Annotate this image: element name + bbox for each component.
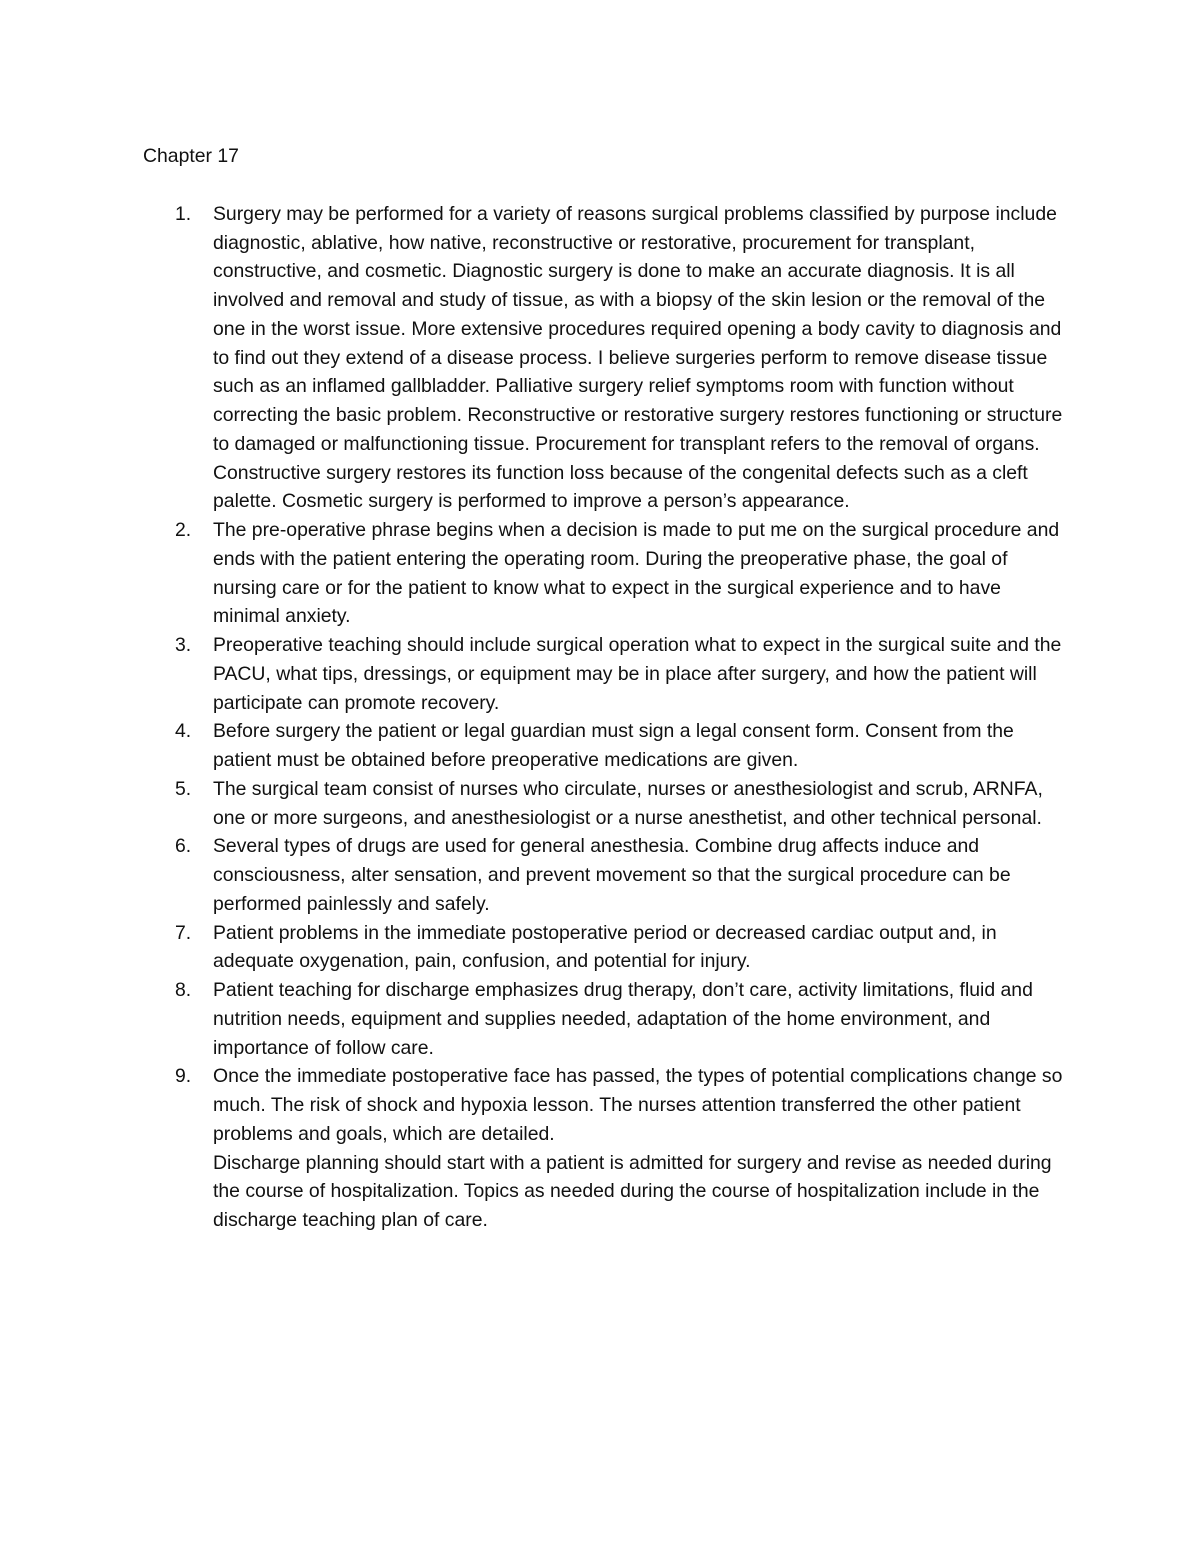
list-item-text: Once the immediate postoperative face has passed, the types of potential complications change so much. The risk of shock and hypoxia lesson. The nurses attention transferred the other patient problems and goals, which are detailed.	[213, 1065, 1063, 1145]
list-item	[143, 631, 1063, 717]
list-item-text: Several types of drugs are used for general anesthesia. Combine drug affects induce and consciousness, alter sensation, and prevent movement so that the surgical procedure can be performed painlessly and safely.	[213, 835, 1011, 915]
list-item-number: 4.	[175, 720, 192, 743]
list-item-number: 3.	[175, 634, 192, 656]
list-item-text: The pre-operative phrase begins when a decision is made to put me on the surgical procedure and ends with the patient entering the operating room. During the preoperative phase, the goal of nursing care or for the patient to know what to expect in the surgical experience and to have minimal anxiety.	[213, 519, 1060, 628]
list-item-text: Surgery may be performed for a variety of reasons surgical problems classified by purpose include diagnostic, ablative, how native, reconstructive or restorative, procurement for transplant, constructive, and cosmetic. Diagnostic surgery is done to make an accurate diagnosis. It is all involved and removal and study of tissue, as with a biopsy of the skin lesion or the removal of the one in the worst issue. More extensive procedures required opening a body cavity to diagnosis and to find out they extend of a disease process. I believe surgeries perform to remove disease tissue such as an inflamed gallbladder. Palliative surgery relief symptoms room with function without correcting the basic problem. Reconstructive or restorative surgery restores functioning or structure to damaged or malfunctioning tissue. Procurement for transplant refers to the removal of organs. Constructive surgery restores its function loss because of the congenital defects such as a cleft palette. Cosmetic surgery is performed to improve a person’s appearance.	[213, 202, 1063, 513]
list-item-number: 9.	[175, 1065, 192, 1088]
list-item-number: 6.	[175, 835, 192, 858]
list-item-number: 2.	[175, 519, 192, 541]
list-item-text: Patient problems in the immediate postoperative period or decreased cardiac output and, in adequate oxygenation, pain, confusion, and potential for injury.	[213, 921, 997, 973]
list-item-text: Before surgery the patient or legal guardian must sign a legal consent form. Consent from the patient must be obtained before preoperative medications are given.	[213, 720, 1014, 771]
chapter-title: Chapter 17	[143, 145, 239, 167]
list-item	[143, 919, 1063, 977]
numbered-list	[143, 200, 1063, 1235]
list-item-continuation: Discharge planning should start with a patient is admitted for surgery and revise as needed during the course of hospitalization. Topics as needed during the course of hospitalization include in the discharge teaching plan of care.	[213, 1151, 1052, 1231]
list-item	[143, 516, 1063, 631]
list-item-number: 1.	[175, 202, 192, 225]
list-item	[143, 775, 1063, 833]
list-item-text: The surgical team consist of nurses who circulate, nurses or anesthesiologist and scrub, ARNFA, one or more surgeons, and anesthesiologist or a nurse anesthetist, and other technical personal.	[213, 777, 1043, 829]
list-item	[143, 1062, 1063, 1235]
list-item-number: 8.	[175, 979, 192, 1001]
list-item	[143, 976, 1063, 1062]
list-item-number: 7.	[175, 921, 192, 944]
document-content	[143, 142, 1063, 1235]
list-item-number: 5.	[175, 777, 192, 800]
list-item-text: Patient teaching for discharge emphasizes drug therapy, don’t care, activity limitations, fluid and nutrition needs, equipment and supplies needed, adaptation of the home environment, and importance of follow care.	[213, 979, 1033, 1059]
list-item	[143, 832, 1063, 918]
list-item-text: Preoperative teaching should include surgical operation what to expect in the surgical suite and the PACU, what tips, dressings, or equipment may be in place after surgery, and how the patient will participate can promote recovery.	[213, 634, 1062, 714]
list-item	[143, 200, 1063, 516]
list-item	[143, 717, 1063, 775]
